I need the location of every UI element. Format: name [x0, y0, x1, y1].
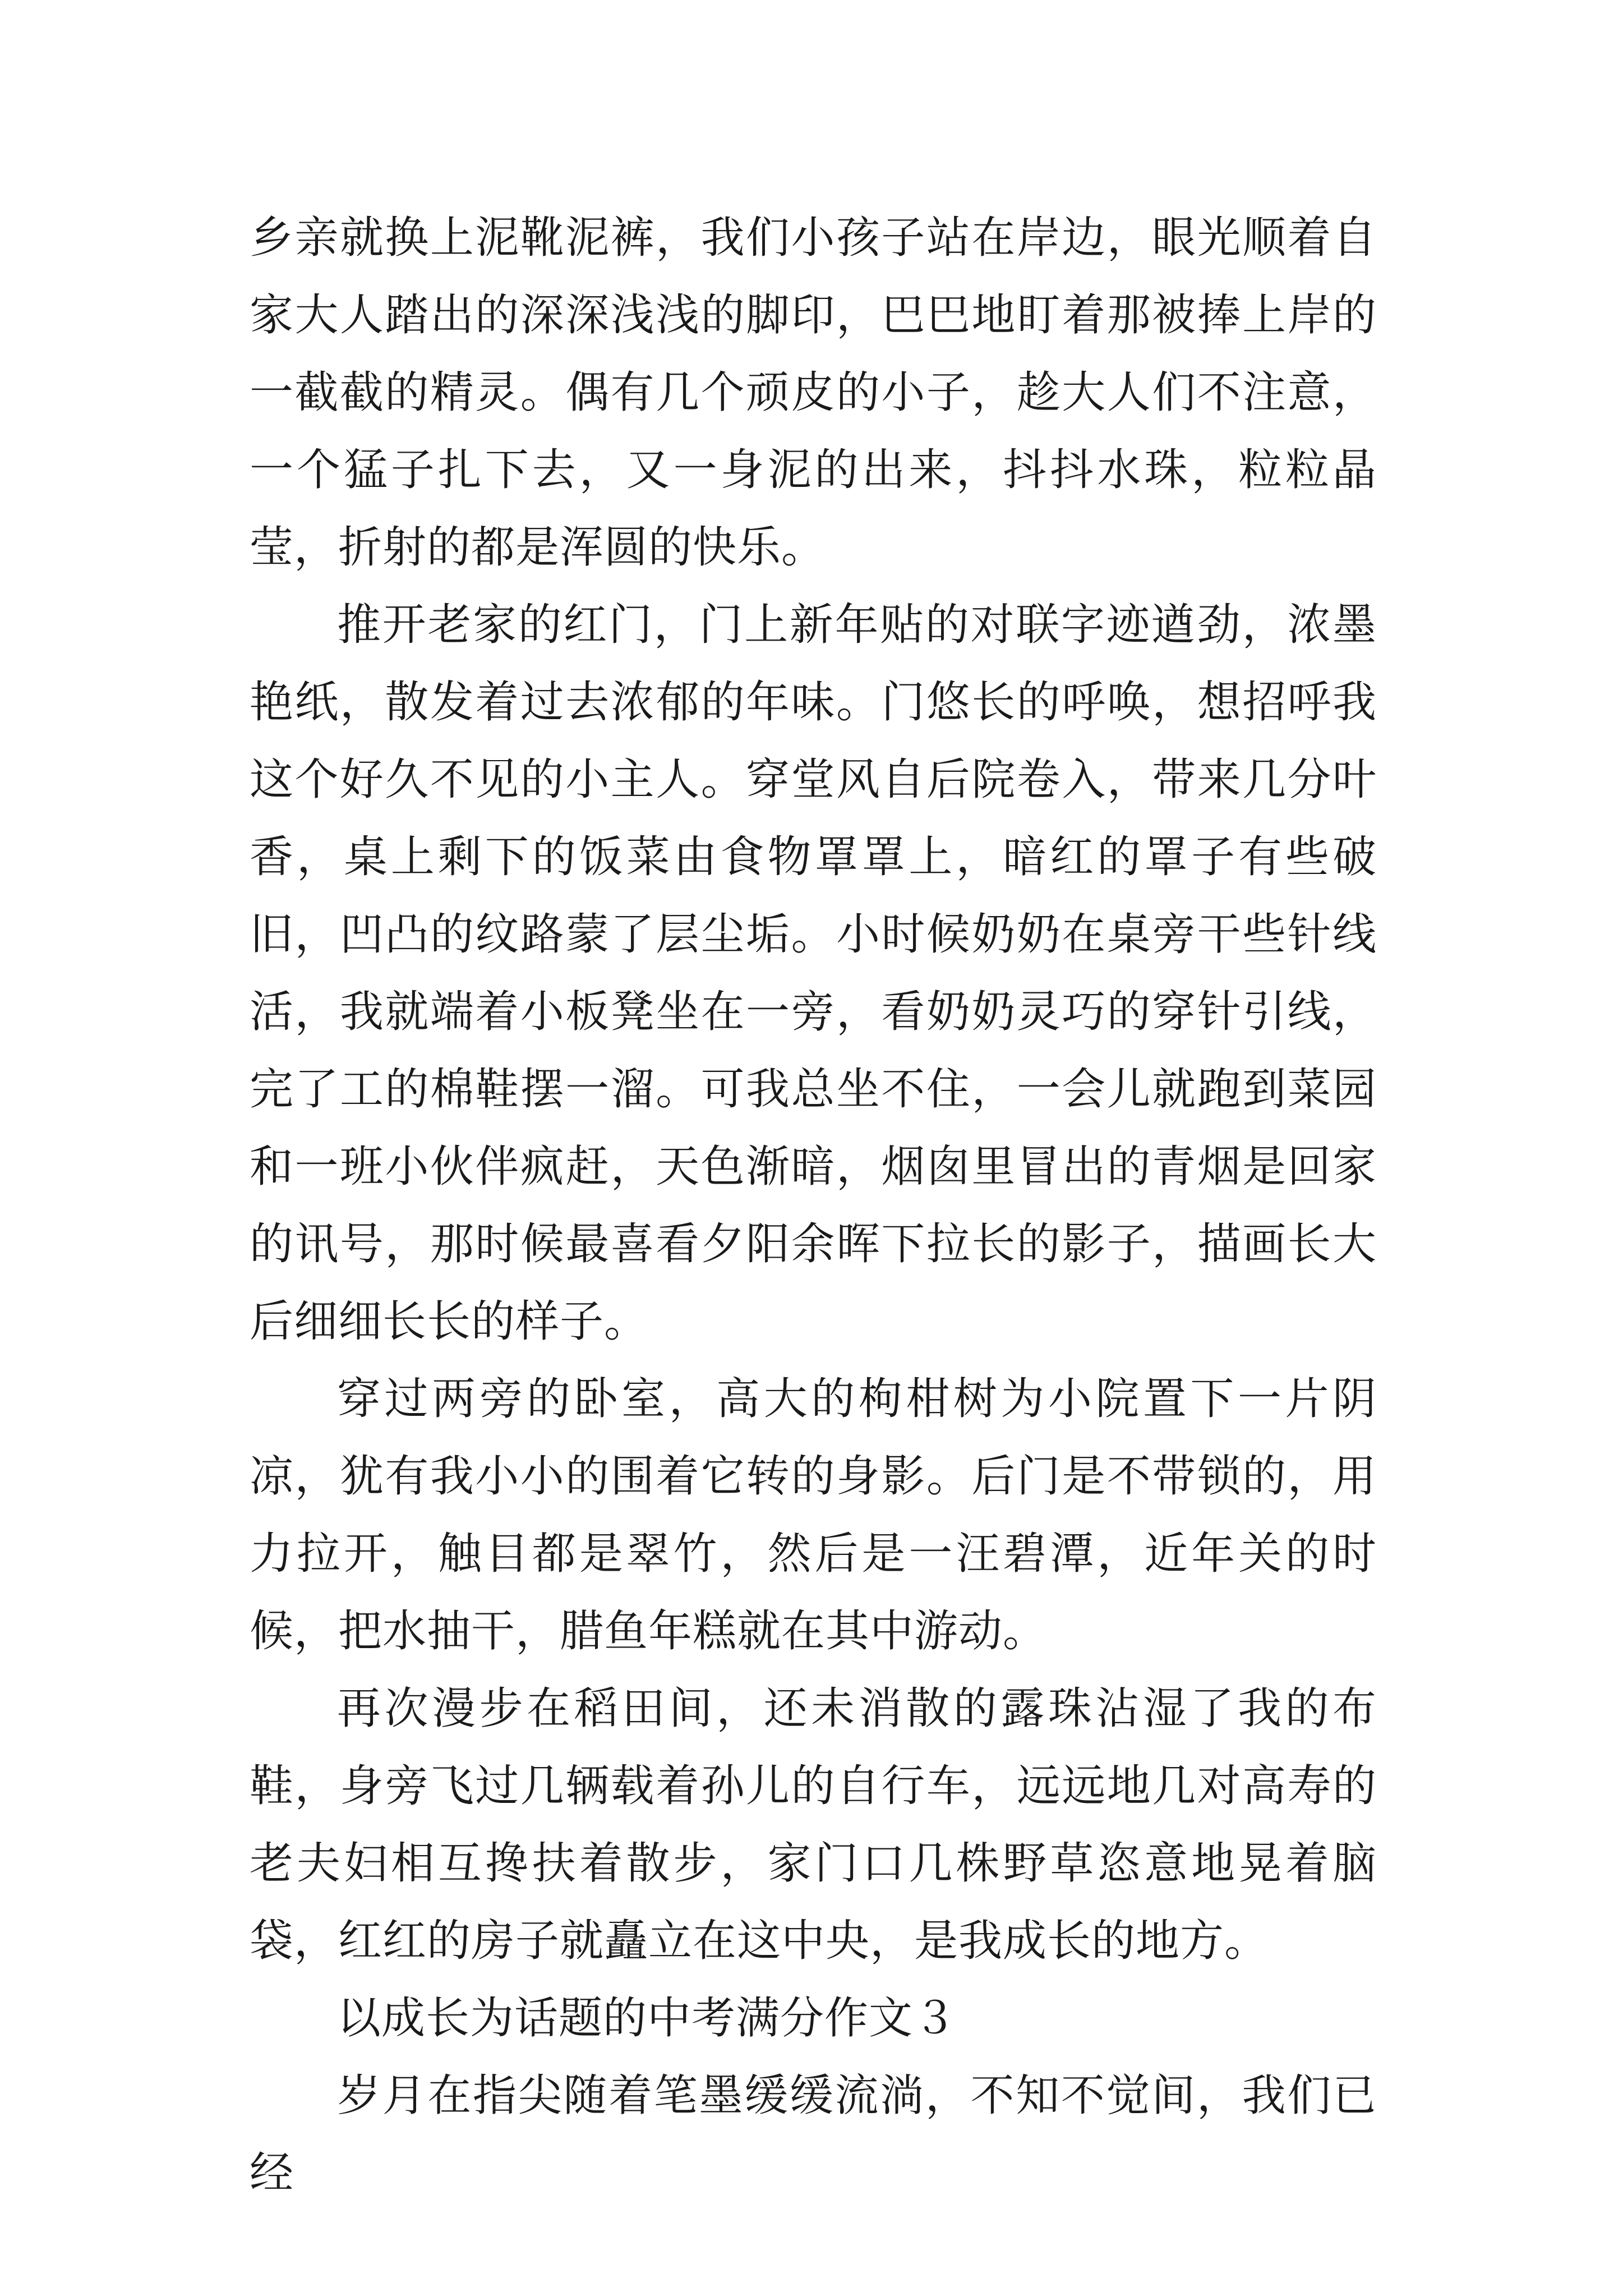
paragraph-6: 岁月在指尖随着笔墨缓缓流淌，不知不觉间，我们已经: [250, 2070, 1377, 2198]
section-heading: 以成长为话题的中考满分作文３: [337, 1993, 958, 2044]
paragraph-1: 乡亲就换上泥靴泥裤，我们小孩子站在岸边，眼光顺着自家大人踏出的深深浅浅的脚印，巴巴地盯着那被捧上岸的一截截的精灵。偶有几个顽皮的小子，趁大人们不注意，一个猛子扎下去，又一身泥的出来，抖抖水珠，粒粒晶莹，折射的都是浑圆的快乐。: [250, 213, 1377, 573]
essay-body: [250, 199, 1377, 2212]
paragraph-2: 推开老家的红门，门上新年贴的对联字迹遒劲，浓墨艳纸，散发着过去浓郁的年味。门悠长的呼唤，想招呼我这个好久不见的小主人。穿堂风自后院卷入，带来几分叶香，桌上剩下的饭菜由食物罩罩上，暗红的罩子有些破旧，凹凸的纹路蒙了层尘垢。小时候奶奶在桌旁干些针线活，我就端着小板凳坐在一旁，看奶奶灵巧的穿针引线，完了工的棉鞋摆一溜。可我总坐不住，一会儿就跑到菜园和一班小伙伴疯赶，天色渐暗，烟囱里冒出的青烟是回家的讯号，那时候最喜看夕阳余晖下拉长的影子，描画长大后细细长长的样子。: [250, 600, 1377, 1347]
paragraph-3: 穿过两旁的卧室，高大的枸柑树为小院置下一片阴凉，犹有我小小的围着它转的身影。后门是不带锁的，用力拉开，触目都是翠竹，然后是一汪碧潭，近年关的时候，把水抽干，腊鱼年糕就在其中游动。: [250, 1374, 1377, 1657]
paragraph-4: 再次漫步在稻田间，还未消散的露珠沾湿了我的布鞋，身旁飞过几辆载着孙儿的自行车，远远地几对高寿的老夫妇相互搀扶着散步，家门口几株野草恣意地晃着脑袋，红红的房子就矗立在这中央，是我成长的地方。: [250, 1683, 1377, 1966]
